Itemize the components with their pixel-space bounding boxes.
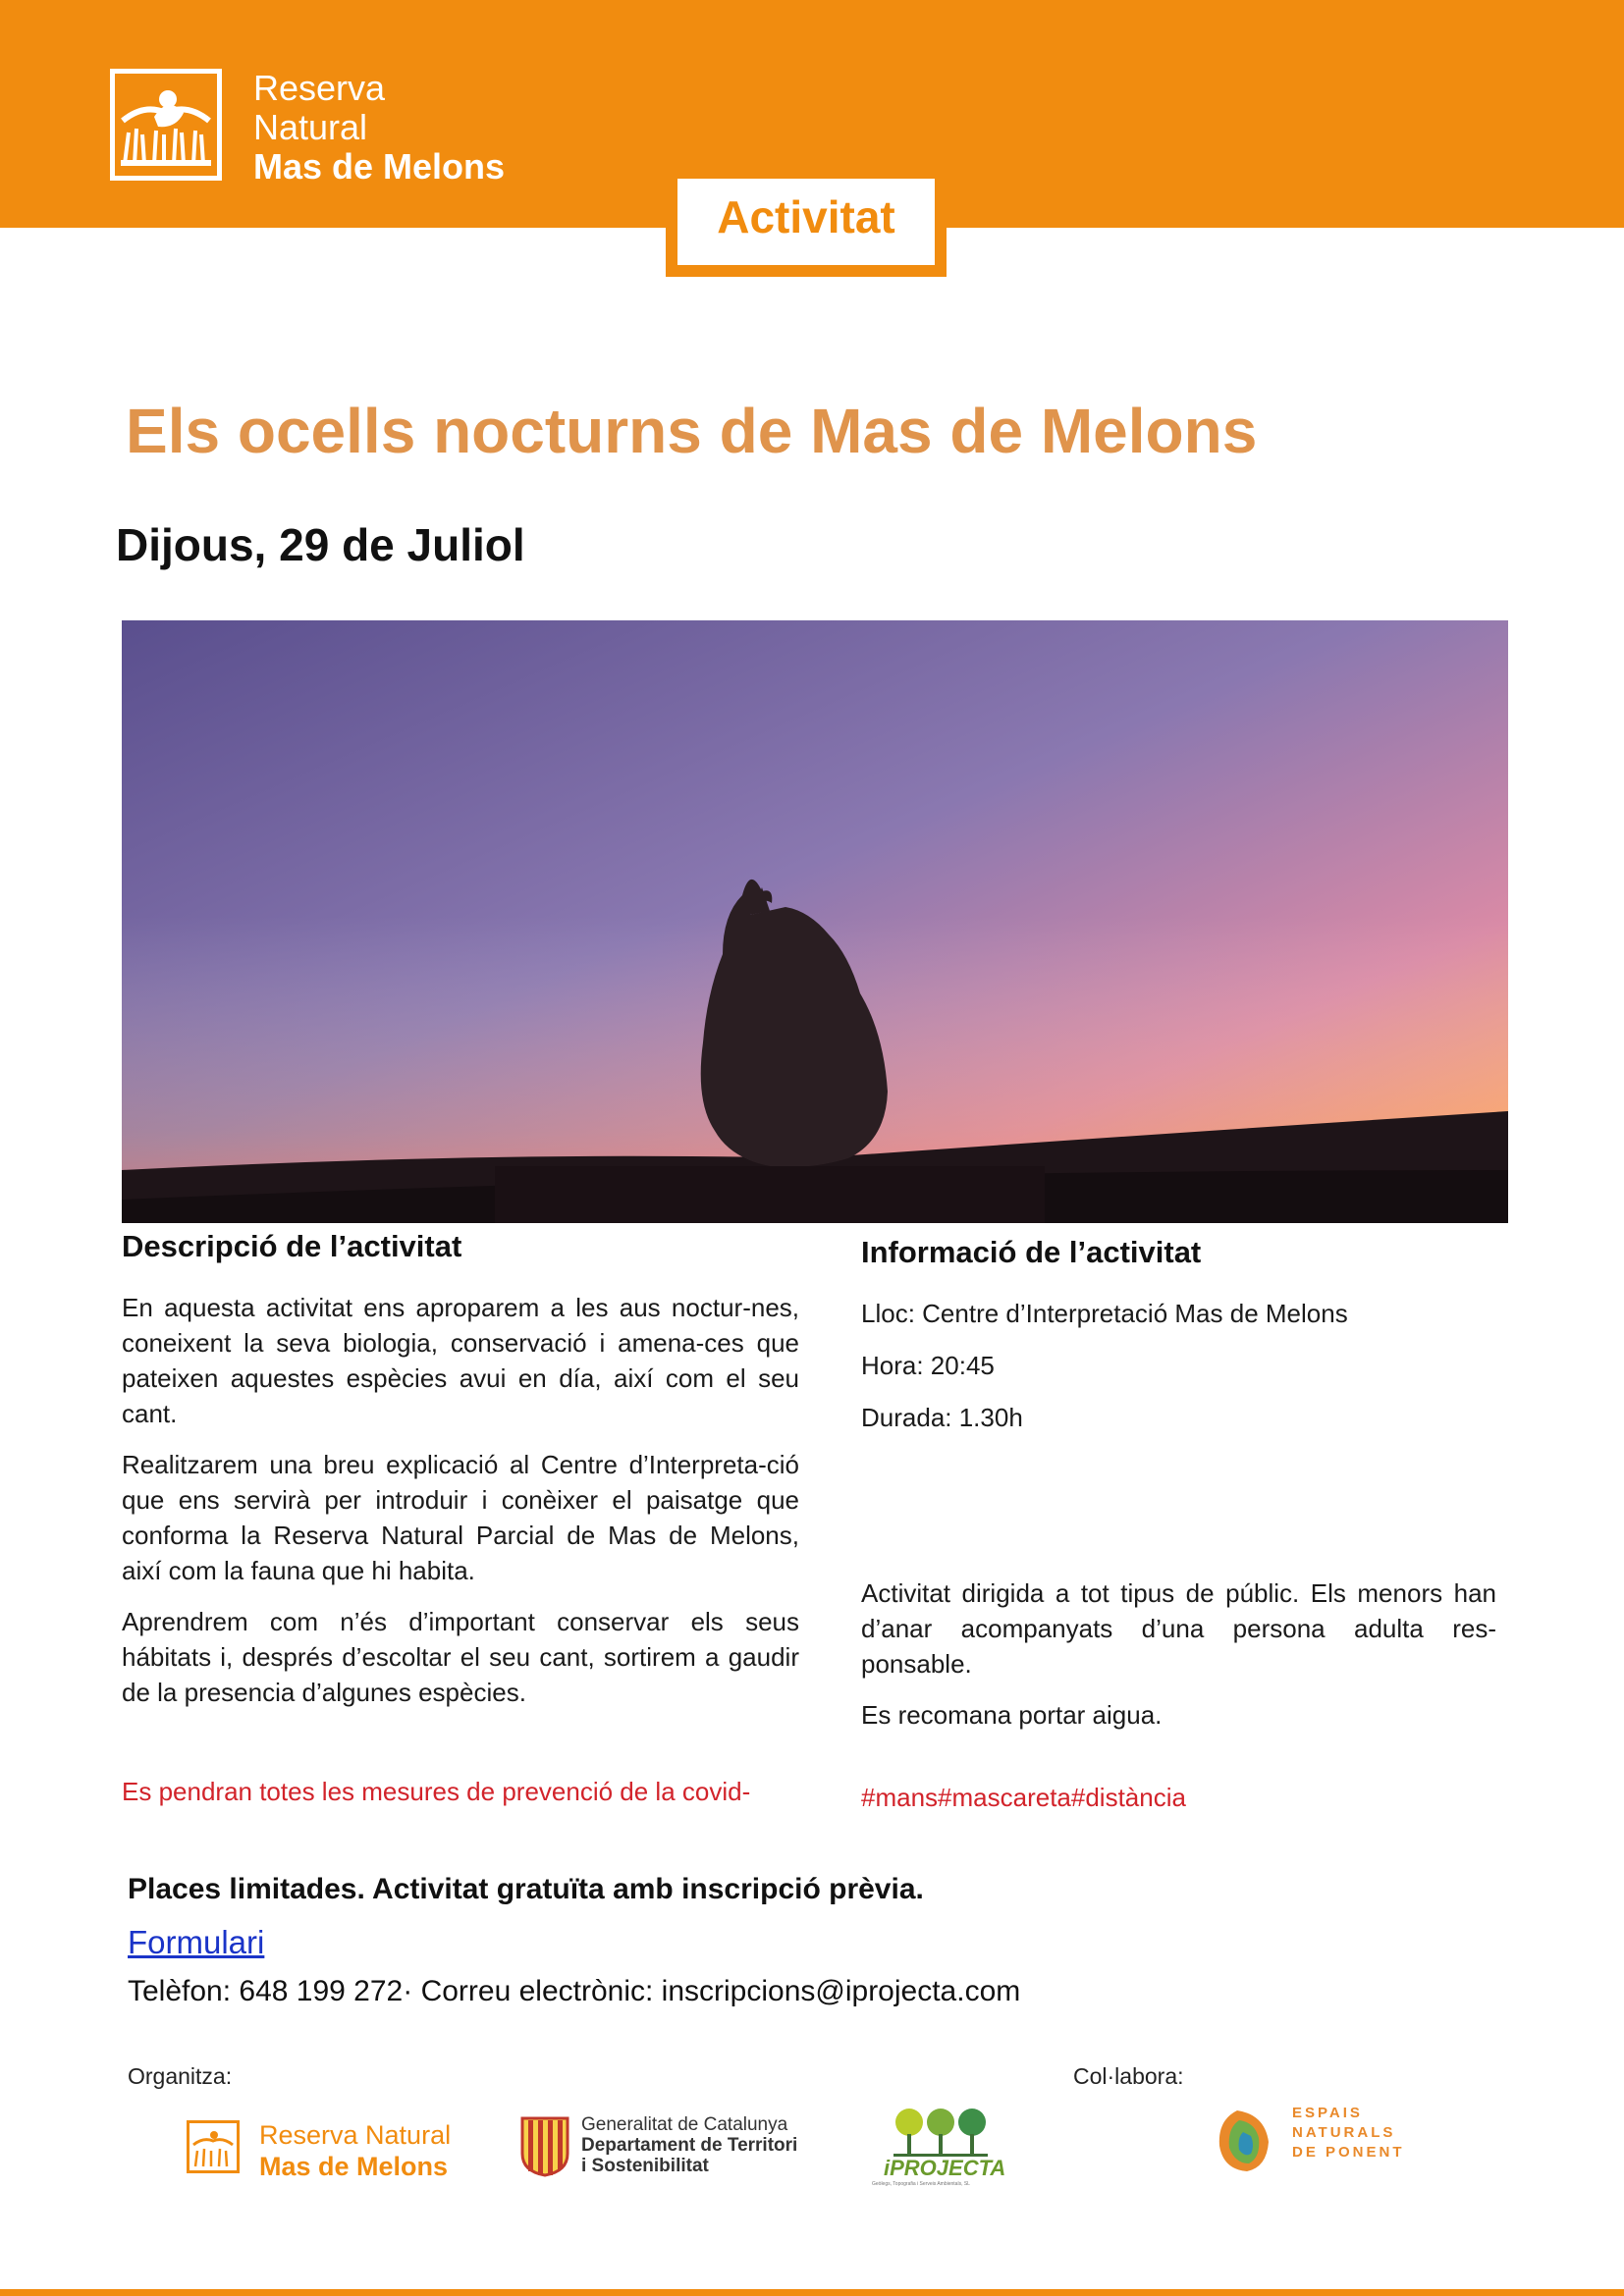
sponsor-reserve-logo (187, 2120, 501, 2181)
form-link[interactable]: Formulari (128, 1924, 265, 1960)
description-column (122, 1229, 799, 1726)
sponsor2-line1: Generalitat de Catalunya (581, 2114, 788, 2135)
description-paragraph: En aquesta activitat ens aproparem a les aus noctur-nes, coneixent la seva biologia, conservació i amena-ces que pateixen aquestes espècies avui en día, així com el seu cant. (122, 1293, 799, 1428)
sponsor1-line2: Mas de Melons (259, 2152, 449, 2181)
sponsor4-line1: ESPAIS (1292, 2105, 1363, 2121)
info-heading: Informació de l’activitat (861, 1235, 1202, 1269)
event-date: Dijous, 29 de Juliol (116, 519, 525, 570)
sponsor-espais-naturals-logo (1210, 2099, 1418, 2181)
owl-silhouette-photo (122, 620, 1508, 1223)
sponsor2-line3: i Sostenibilitat (581, 2156, 709, 2176)
catalan-flag-crest-icon (518, 2114, 571, 2177)
sponsor1-line1: Reserva Natural (259, 2120, 452, 2150)
bird-nest-logo-icon (115, 74, 217, 176)
sponsor-iprojecta-logo (870, 2103, 1009, 2191)
activity-tab-label: Activitat (717, 191, 895, 242)
event-title: Els ocells nocturns de Mas de Melons (126, 396, 1258, 466)
brand-line1: Reserva (253, 68, 386, 108)
sponsor-generalitat-logo (518, 2110, 823, 2185)
brand-line3: Mas de Melons (253, 146, 506, 187)
info-water: Es recomana portar aigua. (861, 1700, 1163, 1730)
covid-note: Es pendran totes les mesures de prevenció de la covid- (122, 1777, 751, 1806)
reserve-logo-icon (110, 69, 222, 181)
sponsor3-name: iPROJECTA (884, 2156, 1006, 2180)
hashtags: #mans#mascareta#distància (861, 1783, 1186, 1812)
brand-name (253, 69, 505, 187)
description-heading: Descripció de l’activitat (122, 1229, 462, 1263)
info-time: Hora: 20:45 (861, 1351, 995, 1380)
places-note: Places limitades. Activitat gratuïta amb inscripció prèvia. (128, 1873, 924, 1905)
sponsor3-tagline: Geòlegs, Topografia i Serveis Ambientals, SL (872, 2181, 970, 2187)
footer-bar (0, 2289, 1624, 2296)
sponsor4-line3: DE PONENT (1292, 2144, 1405, 2161)
info-location: Lloc: Centre d’Interpretació Mas de Melons (861, 1299, 1348, 1328)
contact-info: Telèfon: 648 199 272· Correu electrònic: inscripcions@iprojecta.com (128, 1975, 1021, 2007)
brand-line2: Natural (253, 107, 368, 147)
organitza-label: Organitza: (128, 2063, 233, 2089)
collabora-label: Col·labora: (1073, 2063, 1184, 2089)
sponsor4-line2: NATURALS (1292, 2124, 1396, 2141)
description-paragraph: Aprendrem com n’és d’important conservar els seus hábitats i, després d’escoltar el seu cant, sortirem a gaudir de la presencia d’algunes espècies. (122, 1607, 799, 1707)
sponsor2-line2: Departament de Territori (581, 2135, 798, 2156)
info-column (861, 1235, 1496, 1749)
info-audience: Activitat dirigida a tot tipus de públic. Els menors han d’anar acompanyats d’una persona adulta res-ponsable. (861, 1578, 1496, 1679)
info-duration: Durada: 1.30h (861, 1403, 1023, 1432)
description-paragraph: Realitzarem una breu explicació al Centre d’Interpreta-ció que ens servirà per introduir i conèixer el paisatge que conforma la Reserva Natural Parcial de Mas de Melons, així com la fauna que hi habita. (122, 1450, 799, 1585)
reserve-mini-logo-icon (187, 2120, 240, 2173)
